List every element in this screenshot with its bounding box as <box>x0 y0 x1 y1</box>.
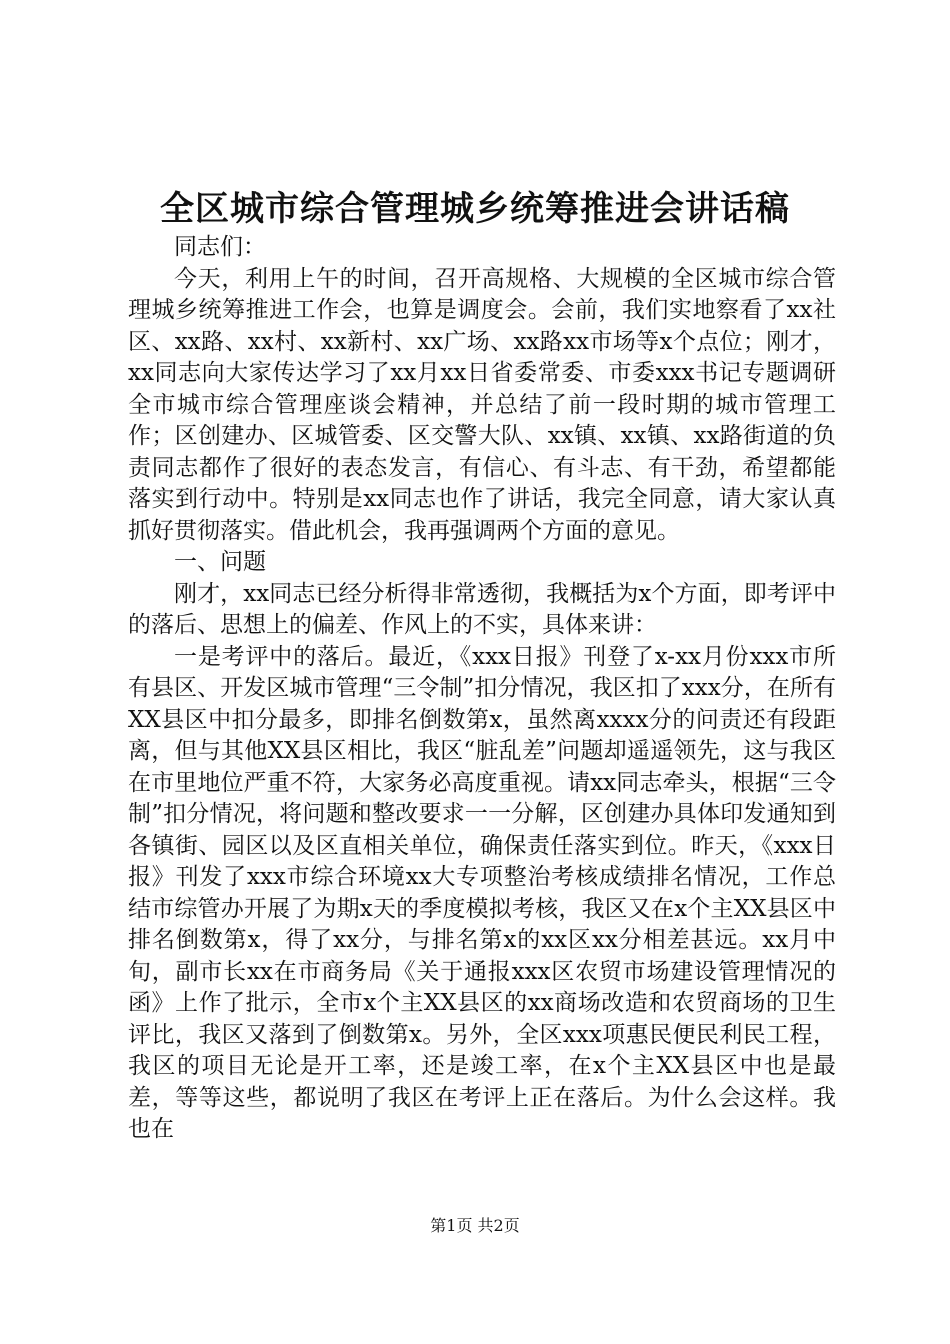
page-number-footer: 第1页 共2页 <box>430 1216 520 1235</box>
section-heading: 一、问题 <box>174 549 266 575</box>
document-body <box>128 232 836 1146</box>
document-title: 全区城市综合管理城乡统筹推进会讲话稿 <box>160 189 790 229</box>
assessment-paragraph: 一是考评中的落后。最近，《xxx日报》刊登了x-xx月份xxx市所有县区、开发区城市管理“三令制”扣分情况，我区扣了xxx分，在所有XX县区中扣分最多，即排名倒数第x，虽然离xxxx分的问责还有段距离，但与其他XX县区相比，我区“脏乱差”问题却遥遥领先，这与我区在市里地位严重不符，大家务必高度重视。请xx同志牵头，根据“三令制”扣分情况，将问题和整改要求一一分解，区创建办具体印发通知到各镇街、园区以及区直相关单位，确保责任落实到位。昨天，《xxx日报》刊发了xxx市综合环境xx大专项整治考核成绩排名情况，工作总结市综管办开展了为期x天的季度模拟考核，我区又在x个主XX县区中排名倒数第x，得了xx分，与排名第x的xx区xx分相差甚远。xx月中旬，副市长xx在市商务局《关于通报xxx区农贸市场建设管理情况的函》上作了批示，全市x个主XX县区的xx商场改造和农贸商场的卫生评比，我区又落到了倒数第x。另外，全区xxx项惠民便民利民工程，我区的项目无论是开工率，还是竣工率，在x个主XX县区中也是最差，等等这些，都说明了我区在考评上正在落后。为什么会这样。我也在 <box>128 643 836 1142</box>
summary-paragraph: 刚才，xx同志已经分析得非常透彻，我概括为x个方面，即考评中的落后、思想上的偏差、作风上的不实，具体来讲： <box>128 580 836 638</box>
intro-paragraph: 今天，利用上午的时间，召开高规格、大规模的全区城市综合管理城乡统筹推进工作会，也算是调度会。会前，我们实地察看了xx社区、xx路、xx村、xx新村、xx广场、xx路xx市场等x个点位；刚才，xx同志向大家传达学习了xx月xx日省委常委、市委xxx书记专题调研全市城市综合管理座谈会精神，并总结了前一段时期的城市管理工作；区创建办、区城管委、区交警大队、xx镇、xx镇、xx路街道的负责同志都作了很好的表态发言，有信心、有斗志、有干劲，希望都能落实到行动中。特别是xx同志也作了讲话，我完全同意，请大家认真抓好贯彻落实。借此机会，我再强调两个方面的意见。 <box>128 265 836 544</box>
greeting-paragraph: 同志们： <box>174 234 266 260</box>
